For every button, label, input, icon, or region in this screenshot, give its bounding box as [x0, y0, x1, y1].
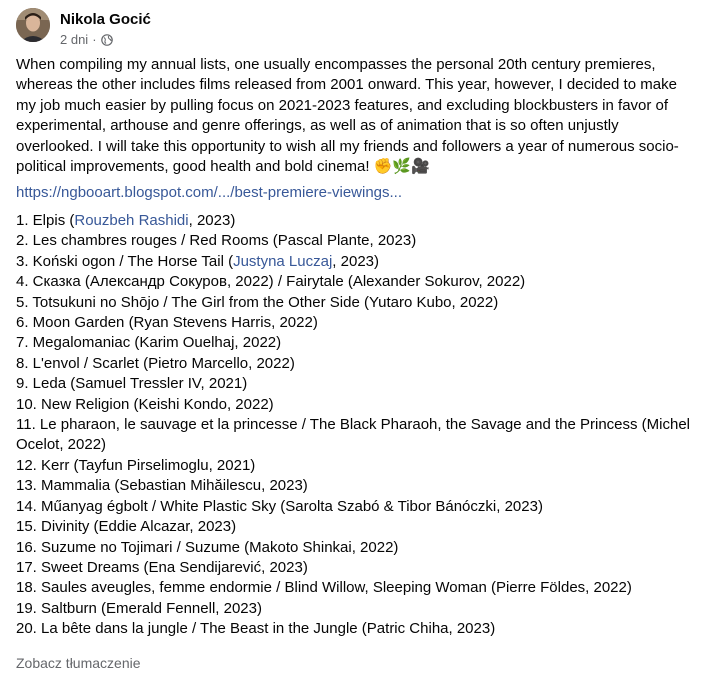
avatar[interactable] — [16, 8, 50, 42]
author-name[interactable]: Nikola Gocić — [60, 11, 151, 28]
film-entry-text: 2. Les chambres rouges / Red Rooms (Pascal Plante, 2023) — [16, 232, 417, 250]
post-link[interactable]: https://ngbooart.blogspot.com/.../best-premiere-viewings... — [16, 184, 403, 201]
film-entry-text: 8. L'envol / Scarlet (Pietro Marcello, 2022) — [16, 354, 295, 372]
film-entry-text: 14. Műanyag égbolt / White Plastic Sky (Sarolta Szabó & Tibor Bánóczki, 2023) — [16, 497, 543, 515]
film-entry-text: 3. Koński ogon / The Horse Tail ( — [16, 252, 234, 270]
film-list-item — [16, 578, 700, 598]
film-list-item — [16, 538, 700, 558]
film-list-item — [16, 415, 700, 456]
film-entry-text: 15. Divinity (Eddie Alcazar, 2023) — [16, 518, 237, 536]
film-entry-text: 1. Elpis ( — [16, 212, 75, 229]
film-entry-text: 6. Moon Garden (Ryan Stevens Harris, 2022) — [16, 314, 318, 332]
film-entry-text: 11. Le pharaon, le sauvage et la princesse / The Black Pharaoh, the Savage and the Princess (Michel Ocelot, 2022) — [16, 416, 691, 454]
film-entry-text: 7. Megalomaniac (Karim Ouelhaj, 2022) — [16, 334, 282, 352]
film-entry-text: 12. Kerr (Tayfun Pirselimoglu, 2021) — [16, 456, 256, 474]
film-list-item — [16, 211, 700, 231]
film-list-item — [16, 293, 700, 313]
see-translation-link[interactable]: Zobacz tłumaczenie — [16, 655, 141, 671]
film-entry-text: 17. Sweet Dreams (Ena Sendijarević, 2023) — [16, 558, 308, 576]
avatar-photo-icon — [16, 8, 50, 42]
film-list-item — [16, 374, 700, 394]
film-entry-text: 18. Saules aveugles, femme endormie / Blind Willow, Sleeping Woman (Pierre Földes, 2022) — [16, 579, 632, 597]
film-entry-text: 16. Suzume no Tojimari / Suzume (Makoto Shinkai, 2022) — [16, 538, 399, 556]
person-tag-link[interactable]: Justyna Luczaj — [233, 252, 333, 270]
film-list-item — [16, 558, 700, 578]
film-list — [16, 211, 700, 640]
film-list-item — [16, 395, 700, 415]
film-entry-text: 19. Saltburn (Emerald Fennell, 2023) — [16, 599, 262, 617]
film-list-item — [16, 497, 700, 517]
film-entry-text: 13. Mammalia (Sebastian Mihăilescu, 2023) — [16, 477, 308, 495]
film-list-item — [16, 272, 700, 292]
film-entry-text: 9. Leda (Samuel Tressler IV, 2021) — [16, 375, 248, 393]
film-list-item — [16, 517, 700, 537]
film-list-item — [16, 231, 700, 251]
post-meta — [60, 32, 113, 47]
film-entry-text: 10. New Religion (Keishi Kondo, 2022) — [16, 395, 274, 413]
emoji-row: ✊🌿🎥 — [373, 158, 430, 176]
film-entry-text: , 2023) — [332, 252, 379, 270]
film-list-item — [16, 354, 700, 374]
film-entry-text: , 2023) — [188, 212, 236, 229]
film-list-item — [16, 599, 700, 619]
meta-separator: · — [92, 32, 97, 47]
post-time[interactable]: 2 dni — [60, 32, 89, 47]
film-entry-text: 4. Сказка (Александр Сокуров, 2022) / Fairytale (Alexander Sokurov, 2022) — [16, 273, 526, 291]
post-body-text: When compiling my annual lists, one usually encompasses the personal 20th century premieres, whereas the other includes films released from 2001 onward. This year, however, I decided to make my job much easier by pulling focus on 2021-2023 features, and excluding blockbusters in favor of experimental, arthouse and genre offerings, as well as of animation that is so often unjustly overlooked. I will take this opportunity to wish all my friends and followers a year of numerous socio-political improvements, good health and bold cinema! — [16, 56, 679, 176]
person-tag-link[interactable]: Rouzbeh Rashidi — [74, 212, 189, 229]
film-entry-text: 20. La bête dans la jungle / The Beast in the Jungle (Patric Chiha, 2023) — [16, 620, 496, 638]
film-entry-text: 5. Totsukuni no Shōjo / The Girl from the Other Side (Yutaro Kubo, 2022) — [16, 293, 499, 311]
globe-icon[interactable] — [101, 34, 113, 46]
post-body — [16, 55, 700, 177]
film-list-item — [16, 252, 700, 272]
film-list-item — [16, 619, 700, 639]
film-list-item — [16, 333, 700, 353]
film-list-item — [16, 476, 700, 496]
film-list-item — [16, 313, 700, 333]
film-list-item — [16, 456, 700, 476]
